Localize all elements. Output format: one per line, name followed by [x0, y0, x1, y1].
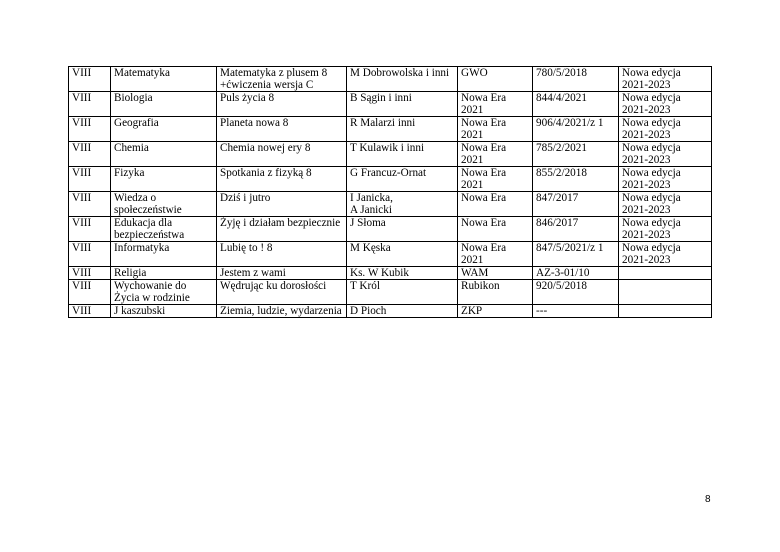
cell-publisher: WAM [458, 267, 533, 280]
cell-approval-number: AZ-3-01/10 [533, 267, 619, 280]
cell-title: Spotkania z fizyką 8 [217, 167, 347, 192]
cell-title: Jestem z wami [217, 267, 347, 280]
cell-notes: Nowa edycja 2021-2023 [619, 192, 712, 217]
cell-approval-number: 855/2/2018 [533, 167, 619, 192]
cell-publisher: Nowa Era 2021 [458, 117, 533, 142]
table-row [69, 280, 712, 305]
cell-notes: Nowa edycja 2021-2023 [619, 217, 712, 242]
table-row [69, 167, 712, 192]
cell-author: T Król [347, 280, 458, 305]
cell-subject: Edukacja dla bezpieczeństwa [111, 217, 217, 242]
cell-title: Dziś i jutro [217, 192, 347, 217]
table-row [69, 305, 712, 318]
cell-author: Ks. W Kubik [347, 267, 458, 280]
cell-publisher: ZKP [458, 305, 533, 318]
cell-approval-number: 920/5/2018 [533, 280, 619, 305]
cell-title: Matematyka z plusem 8 +ćwiczenia wersja C [217, 67, 347, 92]
cell-subject: Fizyka [111, 167, 217, 192]
cell-title: Wędrując ku dorosłości [217, 280, 347, 305]
cell-author: G Francuz-Ornat [347, 167, 458, 192]
cell-publisher: GWO [458, 67, 533, 92]
cell-notes: Nowa edycja 2021-2023 [619, 67, 712, 92]
cell-approval-number: 846/2017 [533, 217, 619, 242]
cell-subject: Wychowanie do Życia w rodzinie [111, 280, 217, 305]
cell-title: Żyję i działam bezpiecznie [217, 217, 347, 242]
cell-publisher: Nowa Era 2021 [458, 242, 533, 267]
cell-title: Puls życia 8 [217, 92, 347, 117]
cell-title: Chemia nowej ery 8 [217, 142, 347, 167]
cell-notes: Nowa edycja 2021-2023 [619, 117, 712, 142]
cell-class: VIII [69, 267, 111, 280]
cell-class: VIII [69, 117, 111, 142]
cell-class: VIII [69, 280, 111, 305]
cell-class: VIII [69, 217, 111, 242]
cell-subject: Informatyka [111, 242, 217, 267]
cell-approval-number: 844/4/2021 [533, 92, 619, 117]
cell-publisher: Nowa Era 2021 [458, 92, 533, 117]
table-row [69, 242, 712, 267]
cell-publisher: Nowa Era 2021 [458, 167, 533, 192]
cell-publisher: Nowa Era 2021 [458, 142, 533, 167]
cell-author: J Słoma [347, 217, 458, 242]
cell-subject: Chemia [111, 142, 217, 167]
cell-publisher: Nowa Era [458, 217, 533, 242]
cell-publisher: Nowa Era [458, 192, 533, 217]
page-number: 8 [705, 494, 711, 505]
cell-subject: Matematyka [111, 67, 217, 92]
cell-author: T Kulawik i inni [347, 142, 458, 167]
cell-author: R Malarzi inni [347, 117, 458, 142]
textbook-table [68, 66, 712, 318]
cell-class: VIII [69, 192, 111, 217]
cell-class: VIII [69, 67, 111, 92]
cell-approval-number: 780/5/2018 [533, 67, 619, 92]
table-row [69, 67, 712, 92]
table-row [69, 117, 712, 142]
cell-notes [619, 267, 712, 280]
cell-approval-number: --- [533, 305, 619, 318]
cell-author: M Kęska [347, 242, 458, 267]
cell-notes: Nowa edycja 2021-2023 [619, 167, 712, 192]
table-row [69, 267, 712, 280]
cell-notes: Nowa edycja 2021-2023 [619, 242, 712, 267]
cell-publisher: Rubikon [458, 280, 533, 305]
cell-approval-number: 847/5/2021/z 1 [533, 242, 619, 267]
cell-subject: Religia [111, 267, 217, 280]
table-row [69, 92, 712, 117]
cell-approval-number: 847/2017 [533, 192, 619, 217]
cell-notes [619, 305, 712, 318]
cell-title: Planeta nowa 8 [217, 117, 347, 142]
cell-subject: Biologia [111, 92, 217, 117]
cell-author: M Dobrowolska i inni [347, 67, 458, 92]
cell-subject: Wiedza o społeczeństwie [111, 192, 217, 217]
cell-subject: J kaszubski [111, 305, 217, 318]
cell-approval-number: 906/4/2021/z 1 [533, 117, 619, 142]
cell-class: VIII [69, 142, 111, 167]
cell-author: B Sągin i inni [347, 92, 458, 117]
cell-title: Lubię to ! 8 [217, 242, 347, 267]
table-row [69, 192, 712, 217]
cell-class: VIII [69, 305, 111, 318]
table-row [69, 217, 712, 242]
cell-notes: Nowa edycja 2021-2023 [619, 92, 712, 117]
cell-class: VIII [69, 92, 111, 117]
cell-class: VIII [69, 242, 111, 267]
table-row [69, 142, 712, 167]
cell-notes: Nowa edycja 2021-2023 [619, 142, 712, 167]
cell-title: Ziemia, ludzie, wydarzenia [217, 305, 347, 318]
cell-notes [619, 280, 712, 305]
table-body [69, 67, 712, 318]
cell-author: D Pioch [347, 305, 458, 318]
cell-approval-number: 785/2/2021 [533, 142, 619, 167]
cell-subject: Geografia [111, 117, 217, 142]
cell-author: I Janicka, A Janicki [347, 192, 458, 217]
cell-class: VIII [69, 167, 111, 192]
